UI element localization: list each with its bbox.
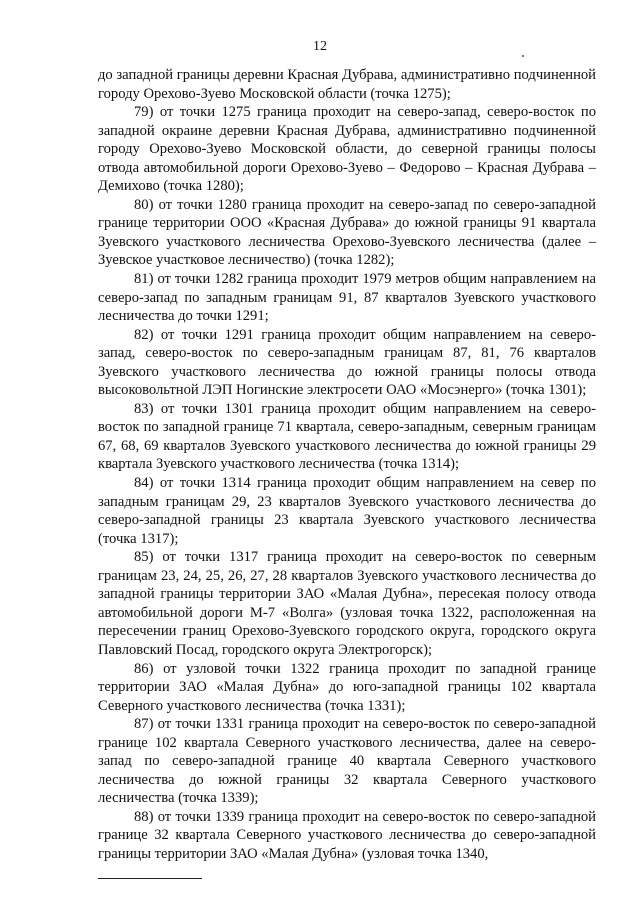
footnote-separator (98, 878, 202, 879)
paragraph-item-81: 81) от точки 1282 граница проходит 1979 метров общим направлением на северо-запад по западным границам 91, 87 кварталов Зуевского участкового лесничества до точки 1291; (98, 271, 596, 325)
paragraph-item-79: 79) от точки 1275 граница проходит на северо-запад, северо-восток по западной окраине деревни Красная Дубрава, административно подчиненной городу Орехово-Зуево Московской области, до северной границы полосы отвода автомобильной дороги Орехово-Зуево – Федорово – Красная Дубрава – Демихово (точка 1280); (98, 104, 596, 195)
page-number: 12 (313, 39, 327, 54)
paragraph-item-85: 85) от точки 1317 граница проходит на северо-восток по северным границам 23, 24, 25, 26, 27, 28 кварталов Зуевского участкового лесничества до западной границы территории ЗАО «Малая Дубна», пересекая полосу отвода автомобильной дороги М-7 «Волга» (узловая точка 1322, расположенная на пересечении границ Орехово-Зуевского городского округа, городского округа Павловский Посад, городского округа Электрогорск); (98, 549, 596, 658)
scan-speck (522, 55, 524, 57)
paragraph-item-87: 87) от точки 1331 граница проходит на северо-восток по северо-западной границе 102 квартала Северного участкового лесничества, далее на северо-запад по северо-западной границе 40 квартала Северного участкового лесничества до южной границы 32 квартала Северного участкового лесничества (точка 1339); (98, 716, 596, 807)
paragraph-item-83: 83) от точки 1301 граница проходит общим направлением на северо-восток по западной границе 71 квартала, северо-западным, северным границам 67, 68, 69 кварталов Зуевского участкового лесничества до южной границы 29 квартала Зуевского участкового лесничества (точка 1314); (98, 400, 596, 473)
paragraph-item-84: 84) от точки 1314 граница проходит общим направлением на север по западным границам 29, 23 кварталов Зуевского участкового лесничества до северо-западной границы 23 квартала Зуевского участкового лесничества (точка 1317); (98, 475, 596, 547)
document-body (98, 66, 596, 864)
paragraph-item-86: 86) от узловой точки 1322 граница проходит по западной границе территории ЗАО «Малая Дубна» до юго-западной границы 102 квартала Северного участкового лесничества (точка 1331); (98, 660, 596, 714)
paragraph-item-82: 82) от точки 1291 граница проходит общим направлением на северо-запад, северо-восток по северо-западным границам 87, 81, 76 кварталов Зуевского участкового лесничества до южной границы полосы отвода высоковольтной ЛЭП Ногинские электросети ОАО «Мосэнерго» (точка 1301); (98, 326, 596, 399)
paragraph-continuation: до западной границы деревни Красная Дубрава, административно подчиненной городу Орехово-Зуево Московской области (точка 1275); (98, 67, 596, 102)
paragraph-item-88: 88) от точки 1339 граница проходит на северо-восток по северо-западной границе 32 квартала Северного участкового лесничества до северо-западной границы территории ЗАО «Малая Дубна» (узловая точка 1340, (98, 808, 596, 862)
paragraph-item-80: 80) от точки 1280 граница проходит на северо-запад по северо-западной границе территории ООО «Красная Дубрава» до южной границы 91 квартала Зуевского участкового лесничества Орехово-Зуевского лесничества (далее – Зуевское участковое лесничество) (точка 1282); (98, 196, 596, 269)
